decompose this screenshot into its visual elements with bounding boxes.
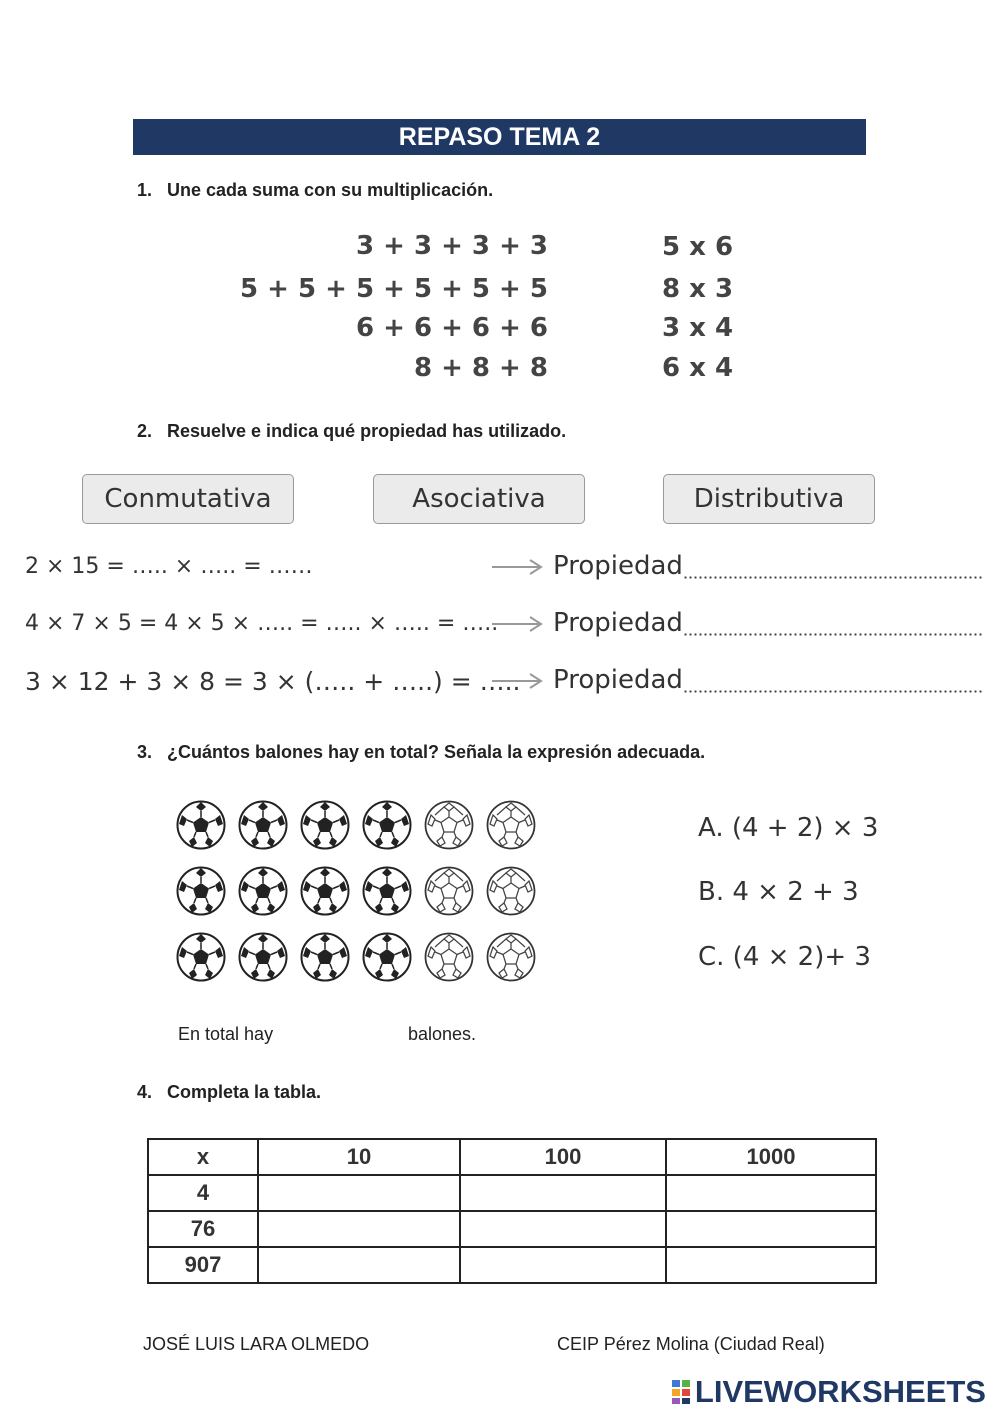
exercise-expression[interactable]: 4 × 7 × 5 = 4 × 5 × ….. = ….. × ….. = ….. — [25, 611, 499, 636]
soccer-ball-light-icon — [486, 932, 536, 982]
property-label: Propiedad — [553, 551, 683, 581]
multiplication-table — [147, 1138, 877, 1284]
total-suffix: balones. — [408, 1024, 477, 1044]
question-text: Resuelve e indica qué propiedad has utilizado. — [167, 421, 567, 441]
product-expression[interactable]: 6 x 4 — [662, 353, 734, 383]
soccer-ball-light-icon — [424, 866, 474, 916]
row-label: 4 — [148, 1175, 258, 1211]
question-text: Une cada suma con su multiplicación. — [167, 180, 494, 200]
brand-logo[interactable] — [671, 1374, 986, 1410]
table-header-row — [148, 1139, 876, 1175]
answer-cell[interactable] — [666, 1211, 876, 1247]
answer-cell[interactable] — [666, 1247, 876, 1283]
soccer-ball-dark-icon — [362, 866, 412, 916]
soccer-ball-dark-icon — [176, 932, 226, 982]
product-expression[interactable]: 5 x 6 — [662, 232, 734, 262]
soccer-ball-light-icon — [424, 800, 474, 850]
soccer-ball-light-icon — [486, 800, 536, 850]
total-prefix: En total hay — [178, 1024, 274, 1044]
answer-cell[interactable] — [460, 1247, 666, 1283]
sum-expression[interactable]: 8 + 8 + 8 — [413, 353, 548, 383]
question-number: 1. — [137, 180, 153, 200]
arrow-right-icon — [492, 671, 544, 691]
product-expression[interactable]: 3 x 4 — [662, 313, 734, 343]
sum-expression[interactable]: 5 + 5 + 5 + 5 + 5 + 5 — [240, 274, 548, 304]
question-number: 3. — [137, 742, 153, 762]
answer-cell[interactable] — [460, 1175, 666, 1211]
soccer-ball-dark-icon — [362, 800, 412, 850]
answer-cell[interactable] — [460, 1211, 666, 1247]
property-answer-field[interactable] — [683, 633, 984, 636]
soccer-ball-dark-icon — [176, 800, 226, 850]
soccer-ball-dark-icon — [238, 866, 288, 916]
question-4 — [137, 1082, 321, 1103]
arrow-right-icon — [492, 614, 544, 634]
soccer-ball-dark-icon — [300, 800, 350, 850]
soccer-ball-light-icon — [424, 932, 474, 982]
soccer-ball-dark-icon — [238, 932, 288, 982]
exercise-expression[interactable]: 3 × 12 + 3 × 8 = 3 × (….. + …..) = ….. — [25, 667, 521, 696]
table-header-cell: x — [148, 1139, 258, 1175]
row-label: 76 — [148, 1211, 258, 1247]
footer-school: CEIP Pérez Molina (Ciudad Real) — [557, 1334, 825, 1354]
table-row — [148, 1175, 876, 1211]
property-label: Propiedad — [553, 665, 683, 695]
property-card-conmutativa[interactable]: Conmutativa — [82, 474, 294, 524]
liveworksheets-logo-icon — [671, 1379, 691, 1405]
soccer-ball-dark-icon — [238, 800, 288, 850]
table-header-cell: 1000 — [666, 1139, 876, 1175]
total-answer-input[interactable] — [296, 1020, 396, 1046]
soccer-ball-dark-icon — [300, 932, 350, 982]
exercise-expression[interactable]: 2 × 15 = ….. × ….. = …… — [25, 554, 313, 579]
footer-author: JOSÉ LUIS LARA OLMEDO — [143, 1334, 370, 1354]
property-answer-field[interactable] — [683, 690, 984, 693]
table-row — [148, 1211, 876, 1247]
answer-option-b[interactable]: B. 4 × 2 + 3 — [698, 877, 859, 907]
row-label: 907 — [148, 1247, 258, 1283]
question-1 — [137, 180, 493, 201]
property-card-asociativa[interactable]: Asociativa — [373, 474, 585, 524]
table-row — [148, 1247, 876, 1283]
brand-name: LIVEWORKSHEETS — [694, 1374, 986, 1409]
question-2 — [137, 421, 566, 442]
answer-cell[interactable] — [258, 1211, 460, 1247]
answer-cell[interactable] — [666, 1175, 876, 1211]
soccer-ball-dark-icon — [300, 866, 350, 916]
question-text: ¿Cuántos balones hay en total? Señala la expresión adecuada. — [167, 742, 706, 762]
page-title: REPASO TEMA 2 — [133, 119, 866, 155]
property-card-distributiva[interactable]: Distributiva — [663, 474, 875, 524]
arrow-right-icon — [492, 557, 544, 577]
soccer-ball-dark-icon — [362, 932, 412, 982]
table-header-cell: 100 — [460, 1139, 666, 1175]
sum-expression[interactable]: 6 + 6 + 6 + 6 — [355, 313, 548, 343]
answer-cell[interactable] — [258, 1175, 460, 1211]
soccer-ball-dark-icon — [176, 866, 226, 916]
question-text: Completa la tabla. — [167, 1082, 322, 1102]
answer-cell[interactable] — [258, 1247, 460, 1283]
property-label: Propiedad — [553, 608, 683, 638]
answer-option-a[interactable]: A. (4 + 2) × 3 — [698, 813, 879, 843]
question-number: 2. — [137, 421, 153, 441]
soccer-ball-light-icon — [486, 866, 536, 916]
table-header-cell: 10 — [258, 1139, 460, 1175]
answer-option-c[interactable]: C. (4 × 2)+ 3 — [698, 942, 871, 972]
sum-expression[interactable]: 3 + 3 + 3 + 3 — [355, 231, 548, 261]
product-expression[interactable]: 8 x 3 — [662, 274, 734, 304]
question-3 — [137, 742, 705, 763]
property-answer-field[interactable] — [683, 576, 984, 579]
question-number: 4. — [137, 1082, 153, 1102]
